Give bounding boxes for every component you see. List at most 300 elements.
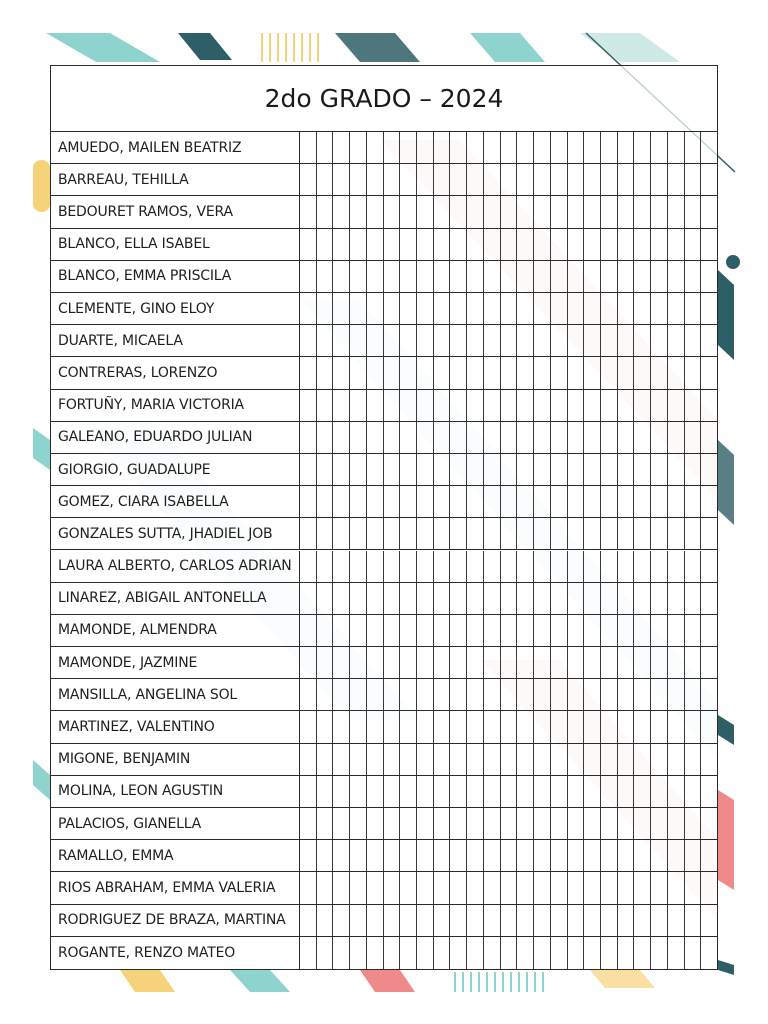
attendance-cell[interactable] [384,261,401,292]
attendance-cell[interactable] [618,551,635,582]
attendance-cell[interactable] [501,486,518,517]
attendance-cell[interactable] [685,518,702,549]
attendance-cell[interactable] [618,872,635,903]
attendance-cell[interactable] [534,229,551,260]
attendance-cell[interactable] [367,776,384,807]
attendance-cell[interactable] [484,679,501,710]
attendance-cell[interactable] [651,518,668,549]
attendance-cell[interactable] [651,744,668,775]
attendance-cell[interactable] [584,583,601,614]
attendance-cell[interactable] [685,164,702,195]
attendance-cell[interactable] [384,615,401,646]
attendance-cell[interactable] [618,744,635,775]
attendance-cell[interactable] [467,422,484,453]
attendance-cell[interactable] [618,583,635,614]
attendance-cell[interactable] [517,196,534,227]
attendance-cell[interactable] [685,229,702,260]
attendance-cell[interactable] [333,518,350,549]
attendance-cell[interactable] [384,744,401,775]
attendance-cell[interactable] [634,937,651,969]
attendance-cell[interactable] [350,486,367,517]
attendance-cell[interactable] [534,357,551,388]
attendance-cell[interactable] [484,196,501,227]
attendance-cell[interactable] [551,647,568,678]
attendance-cell[interactable] [685,551,702,582]
attendance-cell[interactable] [584,390,601,421]
attendance-cell[interactable] [384,164,401,195]
attendance-cell[interactable] [367,229,384,260]
attendance-cell[interactable] [568,229,585,260]
attendance-cell[interactable] [668,132,685,163]
attendance-cell[interactable] [300,808,317,839]
attendance-cell[interactable] [568,486,585,517]
attendance-cell[interactable] [400,744,417,775]
attendance-cell[interactable] [584,293,601,324]
attendance-cell[interactable] [417,872,434,903]
attendance-cell[interactable] [668,325,685,356]
attendance-cell[interactable] [367,905,384,936]
attendance-cell[interactable] [501,261,518,292]
attendance-cell[interactable] [701,196,717,227]
attendance-cell[interactable] [685,132,702,163]
attendance-cell[interactable] [517,486,534,517]
attendance-cell[interactable] [300,647,317,678]
attendance-cell[interactable] [618,132,635,163]
attendance-cell[interactable] [333,744,350,775]
attendance-cell[interactable] [300,872,317,903]
attendance-cell[interactable] [400,808,417,839]
attendance-cell[interactable] [584,551,601,582]
attendance-cell[interactable] [367,937,384,969]
attendance-cell[interactable] [300,390,317,421]
attendance-cell[interactable] [701,711,717,742]
attendance-cell[interactable] [400,357,417,388]
attendance-cell[interactable] [450,937,467,969]
attendance-cell[interactable] [668,390,685,421]
attendance-cell[interactable] [384,711,401,742]
attendance-cell[interactable] [367,196,384,227]
attendance-cell[interactable] [333,840,350,871]
attendance-cell[interactable] [417,390,434,421]
attendance-cell[interactable] [367,454,384,485]
attendance-cell[interactable] [634,454,651,485]
attendance-cell[interactable] [400,518,417,549]
attendance-cell[interactable] [651,905,668,936]
attendance-cell[interactable] [501,711,518,742]
attendance-cell[interactable] [634,776,651,807]
attendance-cell[interactable] [467,583,484,614]
attendance-cell[interactable] [484,422,501,453]
attendance-cell[interactable] [568,744,585,775]
attendance-cell[interactable] [467,679,484,710]
attendance-cell[interactable] [634,261,651,292]
attendance-cell[interactable] [417,583,434,614]
attendance-cell[interactable] [317,390,334,421]
attendance-cell[interactable] [668,615,685,646]
attendance-cell[interactable] [317,711,334,742]
attendance-cell[interactable] [517,840,534,871]
attendance-cell[interactable] [367,679,384,710]
attendance-cell[interactable] [551,454,568,485]
attendance-cell[interactable] [300,518,317,549]
attendance-cell[interactable] [685,905,702,936]
attendance-cell[interactable] [551,776,568,807]
attendance-cell[interactable] [350,454,367,485]
attendance-cell[interactable] [534,679,551,710]
attendance-cell[interactable] [651,454,668,485]
attendance-cell[interactable] [634,229,651,260]
attendance-cell[interactable] [484,905,501,936]
attendance-cell[interactable] [601,615,618,646]
attendance-cell[interactable] [400,422,417,453]
attendance-cell[interactable] [685,422,702,453]
attendance-cell[interactable] [551,261,568,292]
attendance-cell[interactable] [634,679,651,710]
attendance-cell[interactable] [534,454,551,485]
attendance-cell[interactable] [400,293,417,324]
attendance-cell[interactable] [534,390,551,421]
attendance-cell[interactable] [417,229,434,260]
attendance-cell[interactable] [367,390,384,421]
attendance-cell[interactable] [601,905,618,936]
attendance-cell[interactable] [551,711,568,742]
attendance-cell[interactable] [333,454,350,485]
attendance-cell[interactable] [517,357,534,388]
attendance-cell[interactable] [568,679,585,710]
attendance-cell[interactable] [601,293,618,324]
attendance-cell[interactable] [400,164,417,195]
attendance-cell[interactable] [634,808,651,839]
attendance-cell[interactable] [400,711,417,742]
attendance-cell[interactable] [434,422,451,453]
attendance-cell[interactable] [400,486,417,517]
attendance-cell[interactable] [634,164,651,195]
attendance-cell[interactable] [701,390,717,421]
attendance-cell[interactable] [534,647,551,678]
attendance-cell[interactable] [551,840,568,871]
attendance-cell[interactable] [701,840,717,871]
attendance-cell[interactable] [568,196,585,227]
attendance-cell[interactable] [450,647,467,678]
attendance-cell[interactable] [651,164,668,195]
attendance-cell[interactable] [634,325,651,356]
attendance-cell[interactable] [534,776,551,807]
attendance-cell[interactable] [384,840,401,871]
attendance-cell[interactable] [685,776,702,807]
attendance-cell[interactable] [300,325,317,356]
attendance-cell[interactable] [534,261,551,292]
attendance-cell[interactable] [517,551,534,582]
attendance-cell[interactable] [517,229,534,260]
attendance-cell[interactable] [333,872,350,903]
attendance-cell[interactable] [484,583,501,614]
attendance-cell[interactable] [534,486,551,517]
attendance-cell[interactable] [350,679,367,710]
attendance-cell[interactable] [350,293,367,324]
attendance-cell[interactable] [484,937,501,969]
attendance-cell[interactable] [685,937,702,969]
attendance-cell[interactable] [501,583,518,614]
attendance-cell[interactable] [317,486,334,517]
attendance-cell[interactable] [300,937,317,969]
attendance-cell[interactable] [317,132,334,163]
attendance-cell[interactable] [434,229,451,260]
attendance-cell[interactable] [317,293,334,324]
attendance-cell[interactable] [434,261,451,292]
attendance-cell[interactable] [467,808,484,839]
attendance-cell[interactable] [367,647,384,678]
attendance-cell[interactable] [384,872,401,903]
attendance-cell[interactable] [534,615,551,646]
attendance-cell[interactable] [333,679,350,710]
attendance-cell[interactable] [651,261,668,292]
attendance-cell[interactable] [400,647,417,678]
attendance-cell[interactable] [434,325,451,356]
attendance-cell[interactable] [484,293,501,324]
attendance-cell[interactable] [367,261,384,292]
attendance-cell[interactable] [450,518,467,549]
attendance-cell[interactable] [317,164,334,195]
attendance-cell[interactable] [568,905,585,936]
attendance-cell[interactable] [484,647,501,678]
attendance-cell[interactable] [651,808,668,839]
attendance-cell[interactable] [634,518,651,549]
attendance-cell[interactable] [467,647,484,678]
attendance-cell[interactable] [601,486,618,517]
attendance-cell[interactable] [333,937,350,969]
attendance-cell[interactable] [450,164,467,195]
attendance-cell[interactable] [601,357,618,388]
attendance-cell[interactable] [300,164,317,195]
attendance-cell[interactable] [634,357,651,388]
attendance-cell[interactable] [601,551,618,582]
attendance-cell[interactable] [651,357,668,388]
attendance-cell[interactable] [534,551,551,582]
attendance-cell[interactable] [601,132,618,163]
attendance-cell[interactable] [417,132,434,163]
attendance-cell[interactable] [634,711,651,742]
attendance-cell[interactable] [584,486,601,517]
attendance-cell[interactable] [701,808,717,839]
attendance-cell[interactable] [484,711,501,742]
attendance-cell[interactable] [551,422,568,453]
attendance-cell[interactable] [367,808,384,839]
attendance-cell[interactable] [300,905,317,936]
attendance-cell[interactable] [634,390,651,421]
attendance-cell[interactable] [317,744,334,775]
attendance-cell[interactable] [634,293,651,324]
attendance-cell[interactable] [501,808,518,839]
attendance-cell[interactable] [350,196,367,227]
attendance-cell[interactable] [501,551,518,582]
attendance-cell[interactable] [534,132,551,163]
attendance-cell[interactable] [467,840,484,871]
attendance-cell[interactable] [568,583,585,614]
attendance-cell[interactable] [450,486,467,517]
attendance-cell[interactable] [317,905,334,936]
attendance-cell[interactable] [317,583,334,614]
attendance-cell[interactable] [367,518,384,549]
attendance-cell[interactable] [367,840,384,871]
attendance-cell[interactable] [384,937,401,969]
attendance-cell[interactable] [400,872,417,903]
attendance-cell[interactable] [634,840,651,871]
attendance-cell[interactable] [300,196,317,227]
attendance-cell[interactable] [367,872,384,903]
attendance-cell[interactable] [367,325,384,356]
attendance-cell[interactable] [300,454,317,485]
attendance-cell[interactable] [417,615,434,646]
attendance-cell[interactable] [651,776,668,807]
attendance-cell[interactable] [534,905,551,936]
attendance-cell[interactable] [434,937,451,969]
attendance-cell[interactable] [601,196,618,227]
attendance-cell[interactable] [417,679,434,710]
attendance-cell[interactable] [618,357,635,388]
attendance-cell[interactable] [651,325,668,356]
attendance-cell[interactable] [668,711,685,742]
attendance-cell[interactable] [450,390,467,421]
attendance-cell[interactable] [501,518,518,549]
attendance-cell[interactable] [517,422,534,453]
attendance-cell[interactable] [367,293,384,324]
attendance-cell[interactable] [333,647,350,678]
attendance-cell[interactable] [551,486,568,517]
attendance-cell[interactable] [384,776,401,807]
attendance-cell[interactable] [668,357,685,388]
attendance-cell[interactable] [517,711,534,742]
attendance-cell[interactable] [584,647,601,678]
attendance-cell[interactable] [317,518,334,549]
attendance-cell[interactable] [350,551,367,582]
attendance-cell[interactable] [384,583,401,614]
attendance-cell[interactable] [634,486,651,517]
attendance-cell[interactable] [350,711,367,742]
attendance-cell[interactable] [417,776,434,807]
attendance-cell[interactable] [350,261,367,292]
attendance-cell[interactable] [467,196,484,227]
attendance-cell[interactable] [584,679,601,710]
attendance-cell[interactable] [584,164,601,195]
attendance-cell[interactable] [668,840,685,871]
attendance-cell[interactable] [517,583,534,614]
attendance-cell[interactable] [467,744,484,775]
attendance-cell[interactable] [467,486,484,517]
attendance-cell[interactable] [434,744,451,775]
attendance-cell[interactable] [634,551,651,582]
attendance-cell[interactable] [568,390,585,421]
attendance-cell[interactable] [434,711,451,742]
attendance-cell[interactable] [534,518,551,549]
attendance-cell[interactable] [434,615,451,646]
attendance-cell[interactable] [601,711,618,742]
attendance-cell[interactable] [501,325,518,356]
attendance-cell[interactable] [651,196,668,227]
attendance-cell[interactable] [685,454,702,485]
attendance-cell[interactable] [384,647,401,678]
attendance-cell[interactable] [417,454,434,485]
attendance-cell[interactable] [618,325,635,356]
attendance-cell[interactable] [333,615,350,646]
attendance-cell[interactable] [517,164,534,195]
attendance-cell[interactable] [450,261,467,292]
attendance-cell[interactable] [467,905,484,936]
attendance-cell[interactable] [467,518,484,549]
attendance-cell[interactable] [534,196,551,227]
attendance-cell[interactable] [584,357,601,388]
attendance-cell[interactable] [584,937,601,969]
attendance-cell[interactable] [584,422,601,453]
attendance-cell[interactable] [601,937,618,969]
attendance-cell[interactable] [350,744,367,775]
attendance-cell[interactable] [400,261,417,292]
attendance-cell[interactable] [384,486,401,517]
attendance-cell[interactable] [501,390,518,421]
attendance-cell[interactable] [501,422,518,453]
attendance-cell[interactable] [450,583,467,614]
attendance-cell[interactable] [685,744,702,775]
attendance-cell[interactable] [685,615,702,646]
attendance-cell[interactable] [434,293,451,324]
attendance-cell[interactable] [601,422,618,453]
attendance-cell[interactable] [450,808,467,839]
attendance-cell[interactable] [618,776,635,807]
attendance-cell[interactable] [634,744,651,775]
attendance-cell[interactable] [668,583,685,614]
attendance-cell[interactable] [601,679,618,710]
attendance-cell[interactable] [618,454,635,485]
attendance-cell[interactable] [568,808,585,839]
attendance-cell[interactable] [367,357,384,388]
attendance-cell[interactable] [668,808,685,839]
attendance-cell[interactable] [634,647,651,678]
attendance-cell[interactable] [517,615,534,646]
attendance-cell[interactable] [701,679,717,710]
attendance-cell[interactable] [534,422,551,453]
attendance-cell[interactable] [384,196,401,227]
attendance-cell[interactable] [367,615,384,646]
attendance-cell[interactable] [384,357,401,388]
attendance-cell[interactable] [450,454,467,485]
attendance-cell[interactable] [517,261,534,292]
attendance-cell[interactable] [417,840,434,871]
attendance-cell[interactable] [350,615,367,646]
attendance-cell[interactable] [434,454,451,485]
attendance-cell[interactable] [701,261,717,292]
attendance-cell[interactable] [551,615,568,646]
attendance-cell[interactable] [434,679,451,710]
attendance-cell[interactable] [584,615,601,646]
attendance-cell[interactable] [651,551,668,582]
attendance-cell[interactable] [701,518,717,549]
attendance-cell[interactable] [584,840,601,871]
attendance-cell[interactable] [701,357,717,388]
attendance-cell[interactable] [417,293,434,324]
attendance-cell[interactable] [434,196,451,227]
attendance-cell[interactable] [517,776,534,807]
attendance-cell[interactable] [300,132,317,163]
attendance-cell[interactable] [300,583,317,614]
attendance-cell[interactable] [350,937,367,969]
attendance-cell[interactable] [568,615,585,646]
attendance-cell[interactable] [551,744,568,775]
attendance-cell[interactable] [501,196,518,227]
attendance-cell[interactable] [317,454,334,485]
attendance-cell[interactable] [384,293,401,324]
attendance-cell[interactable] [450,744,467,775]
attendance-cell[interactable] [450,132,467,163]
attendance-cell[interactable] [384,905,401,936]
